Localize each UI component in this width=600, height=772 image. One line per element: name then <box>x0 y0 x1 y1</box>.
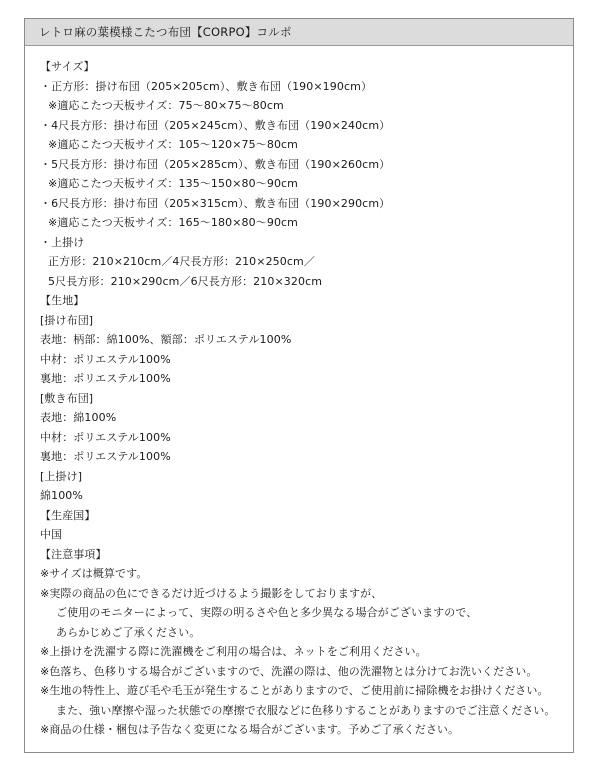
spec-line: ※適応こたつ天板サイズ：105～120×75～80cm <box>48 138 299 151</box>
spec-line: [掛け布団] <box>40 313 94 327</box>
spec-line: ※実際の商品の色にできるだけ近づけるよう撮影をしておりますが、 <box>40 586 383 600</box>
spec-line: 正方形：210×210cm／4尺長方形：210×250cm／ <box>48 255 315 268</box>
spec-line: ※サイズは概算です。 <box>40 567 148 580</box>
spec-line: 綿100% <box>40 489 83 502</box>
spec-line: ※生地の特性上、遊び毛や毛玉が発生することがありますので、ご使用前に掃除機をお掛けください。 <box>40 684 549 697</box>
spec-line: ※適応こたつ天板サイズ：135～150×80～90cm <box>48 177 299 190</box>
spec-line: ※色落ち、色移りする場合がございますので、洗濯の際は、他の洗濯物とは分けてお洗いください。 <box>40 664 538 678</box>
spec-line: 中材：ポリエステル100% <box>40 352 171 366</box>
spec-line: ・正方形：掛け布団（205×205cm）、敷き布団（190×190cm） <box>40 79 373 93</box>
spec-line: ※商品の仕様・梱包は予告なく変更になる場合がございます。予めご了承ください。 <box>40 723 460 736</box>
product-title: レトロ麻の葉模様こたつ布団【CORPO】コルポ <box>39 25 292 39</box>
spec-line: また、強い摩擦や湿った状態での摩擦で衣服などに色移りすることがありますのでご注意ください。 <box>56 703 556 717</box>
spec-content <box>25 46 573 740</box>
spec-line: ※適応こたつ天板サイズ：75～80×75～80cm <box>48 99 284 112</box>
spec-line: 【生地】 <box>40 294 85 307</box>
spec-line: [敷き布団] <box>40 391 94 405</box>
spec-line: 【サイズ】 <box>40 60 95 73</box>
spec-box <box>24 18 574 753</box>
spec-line: 裏地：ポリエステル100% <box>40 372 171 385</box>
spec-line: 【生産国】 <box>40 508 96 522</box>
spec-line: ・6尺長方形：掛け布団（205×315cm）、敷き布団（190×290cm） <box>40 196 391 210</box>
spec-line: ご使用のモニターによって、実際の明るさや色と多少異なる場合がございますので、 <box>56 606 478 619</box>
spec-line: 表地：綿100% <box>40 411 117 424</box>
spec-line: 裏地：ポリエステル100% <box>40 450 171 463</box>
product-title-bar <box>25 19 573 46</box>
spec-line: ・5尺長方形：掛け布団（205×285cm）、敷き布団（190×260cm） <box>40 157 391 171</box>
spec-line: 中国 <box>40 528 63 541</box>
spec-line: 【注意事項】 <box>40 547 107 561</box>
spec-line: 5尺長方形：210×290cm／6尺長方形：210×320cm <box>48 274 323 288</box>
spec-line: ※適応こたつ天板サイズ：165～180×80～90cm <box>48 216 299 229</box>
spec-line: ・4尺長方形：掛け布団（205×245cm）、敷き布団（190×240cm） <box>40 118 391 132</box>
spec-line: ・上掛け <box>40 235 85 249</box>
spec-line: あらかじめご了承ください。 <box>56 625 201 639</box>
spec-line: 表地：柄部：綿100%、額部：ポリエステル100% <box>40 333 292 346</box>
spec-line: ※上掛けを洗濯する際に洗濯機をご利用の場合は、ネットをご利用ください。 <box>40 645 427 658</box>
spec-line: 中材：ポリエステル100% <box>40 430 171 444</box>
spec-line: [上掛け] <box>40 469 83 483</box>
